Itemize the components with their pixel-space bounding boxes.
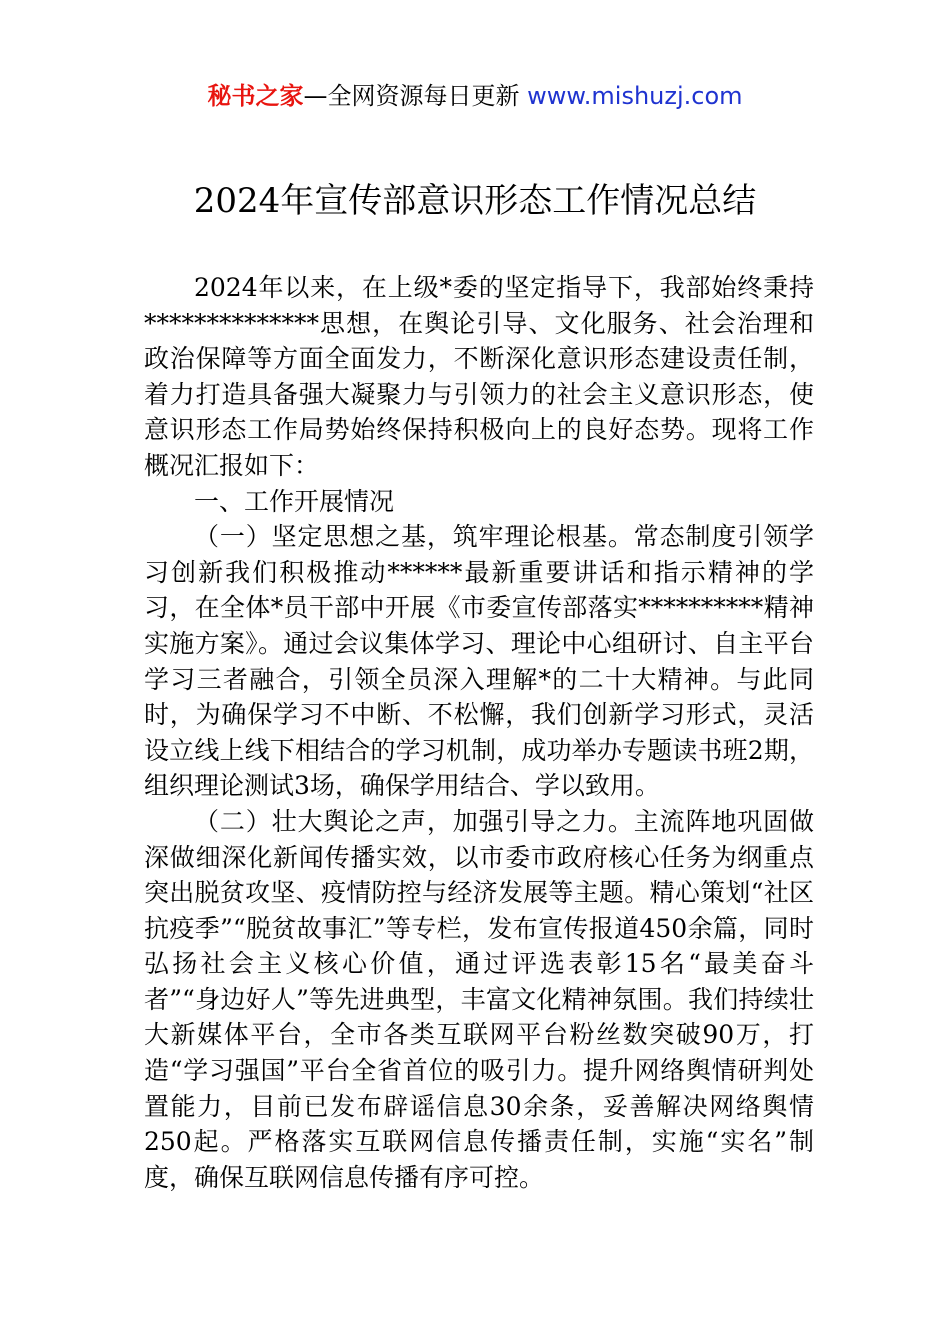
document-body — [144, 270, 814, 1195]
body-paragraph: （一）坚定思想之基，筑牢理论根基。常态制度引领学习创新我们积极推动******最新重要讲话和指示精神的学习，在全体*员干部中开展《市委宣传部落实**********精神实施方案》。通过会议集体学习、理论中心组研讨、自主平台学习三者融合，引领全员深入理解*的二十大精神。与此同时，为确保学习不中断、不松懈，我们创新学习形式，灵活设立线上线下相结合的学习机制，成功举办专题读书班2期，组织理论测试3场，确保学用结合、学以致用。 — [144, 522, 814, 801]
header-tagline: —全网资源每日更新 — [303, 82, 528, 110]
section-heading: 一、工作开展情况 — [194, 486, 395, 516]
body-paragraph: （二）壮大舆论之声，加强引导之力。主流阵地巩固做深做细深化新闻传播实效，以市委市政府核心任务为纲重点突出脱贫攻坚、疫情防控与经济发展等主题。精心策划“社区抗疫季”“脱贫故事汇”等专栏，发布宣传报道450余篇，同时弘扬社会主义核心价值，通过评选表彰15名“最美奋斗者”“身边好人”等先进典型，丰富文化精神氛围。我们持续壮大新媒体平台，全市各类互联网平台粉丝数突破90万，打造“学习强国”平台全省首位的吸引力。提升网络舆情研判处置能力，目前已发布辟谣信息30余条，妥善解决网络舆情250起。严格落实互联网信息传播责任制，实施“实名”制度，确保互联网信息传播有序可控。 — [144, 806, 814, 1192]
intro-paragraph: 2024年以来，在上级*委的坚定指导下，我部始终秉持**************思想，在舆论引导、文化服务、社会治理和政治保障等方面全面发力，不断深化意识形态建设责任制，着力打造具备强大凝聚力与引领力的社会主义意识形态，使意识形态工作局势始终保持积极向上的良好态势。现将工作概况汇报如下： — [144, 273, 814, 480]
document-title: 2024年宣传部意识形态工作情况总结 — [193, 181, 757, 221]
site-url-link[interactable]: www.mishuzj.com — [527, 82, 743, 110]
site-header — [0, 80, 950, 112]
brand-name: 秘书之家 — [207, 82, 304, 110]
